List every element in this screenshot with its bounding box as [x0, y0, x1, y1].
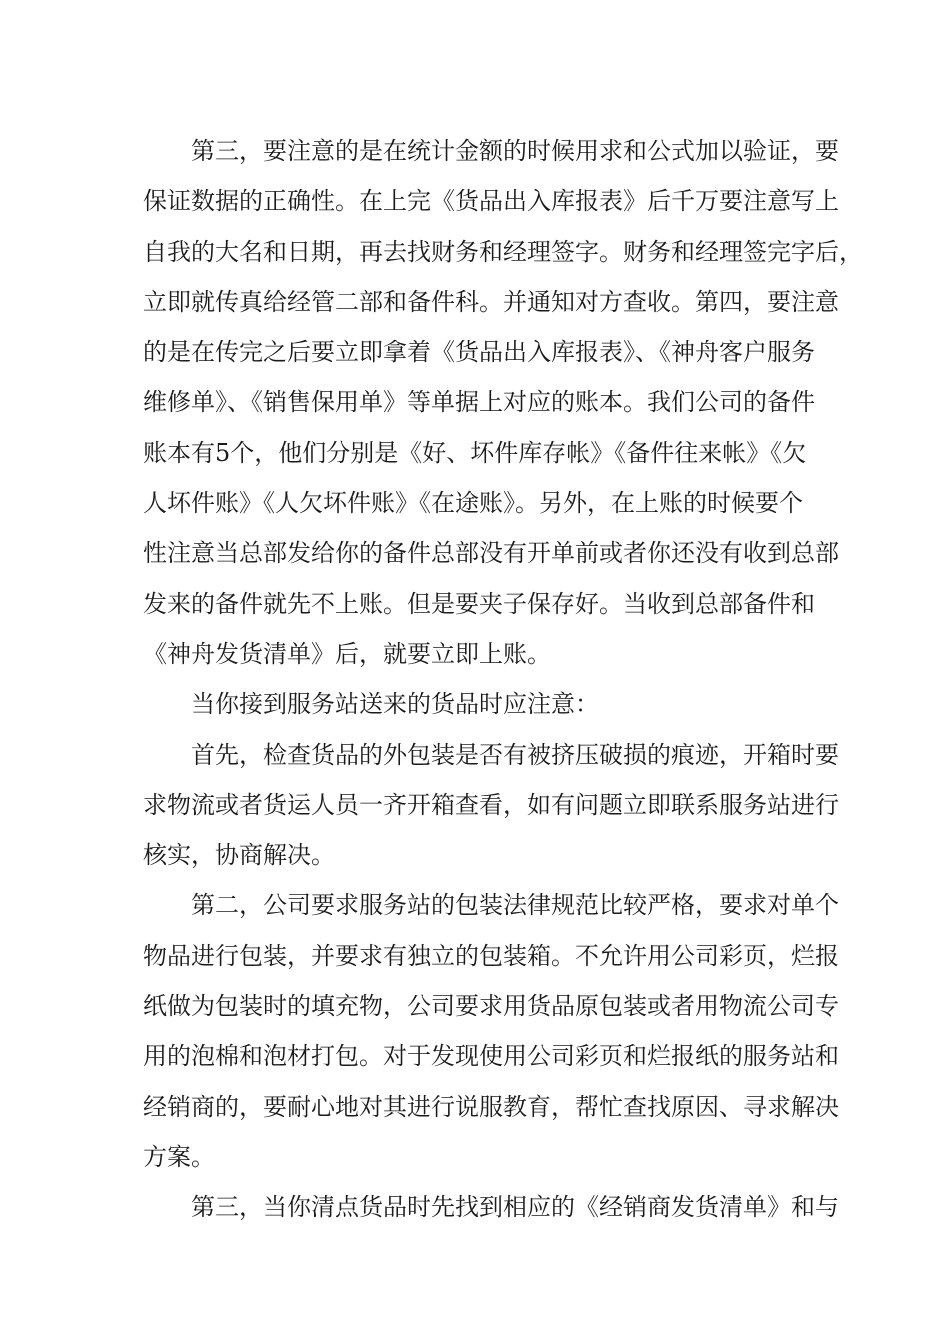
text-line: 物品进行包装，并要求有独立的包装箱。不允许用公司彩页，烂报	[143, 941, 839, 970]
text-line: 第三，当你清点货品时先找到相应的《经销商发货清单》和与	[191, 1193, 839, 1222]
text-line: 第二，公司要求服务站的包装法律规范比较严格，要求对单个	[191, 891, 839, 920]
text-line: 保证数据的正确性。在上完《货品出入库报表》后千万要注意写上	[143, 187, 839, 216]
text-line: 纸做为包装时的填充物，公司要求用货品原包装或者用物流公司专	[143, 992, 839, 1021]
text-line: 人坏件账》《人欠坏件账》《在途账》。另外，在上账的时候要个	[143, 489, 803, 518]
text-line: 求物流或者货运人员一齐开箱查看，如有问题立即联系服务站进行	[143, 790, 839, 819]
text-line: 性注意当总部发给你的备件总部没有开单前或者你还没有收到总部	[143, 539, 839, 568]
paragraph	[143, 880, 839, 1182]
text-line: 自我的大名和日期，再去找财务和经理签字。财务和经理签完字后，	[143, 237, 863, 266]
text-line: 核实，协商解决。	[143, 841, 335, 870]
text-line: 当你接到服务站送来的货品时应注意：	[191, 690, 599, 719]
text-line: 经销商的，要耐心地对其进行说服教育，帮忙查找原因、寻求解决	[143, 1092, 839, 1121]
paragraph	[143, 126, 863, 679]
paragraph	[143, 679, 813, 729]
text-line: 第三，要注意的是在统计金额的时候用求和公式加以验证，要	[191, 137, 839, 165]
body-text	[143, 126, 863, 1233]
text-line: 《神舟发货清单》后，就要立即上账。	[143, 639, 551, 668]
text-line: 维修单》、《销售保用单》等单据上对应的账本。我们公司的备件	[143, 388, 815, 417]
text-line: 账本有5个，他们分别是《好、坏件库存帐》《备件往来帐》《欠	[143, 438, 807, 467]
text-line: 首先，检查货品的外包装是否有被挤压破损的痕迹，开箱时要	[191, 740, 839, 769]
text-line: 发来的备件就先不上账。但是要夹子保存好。当收到总部备件和	[143, 589, 815, 618]
text-line: 立即就传真给经管二部和备件科。并通知对方查收。第四，要注意	[143, 287, 839, 316]
text-line: 的是在传完之后要立即拿着《货品出入库报表》、《神舟客户服务	[143, 338, 815, 367]
text-line: 方案。	[143, 1142, 215, 1171]
paragraph	[143, 1182, 839, 1232]
paragraph	[143, 730, 839, 881]
text-line: 用的泡棉和泡材打包。对于发现使用公司彩页和烂报纸的服务站和	[143, 1042, 839, 1071]
